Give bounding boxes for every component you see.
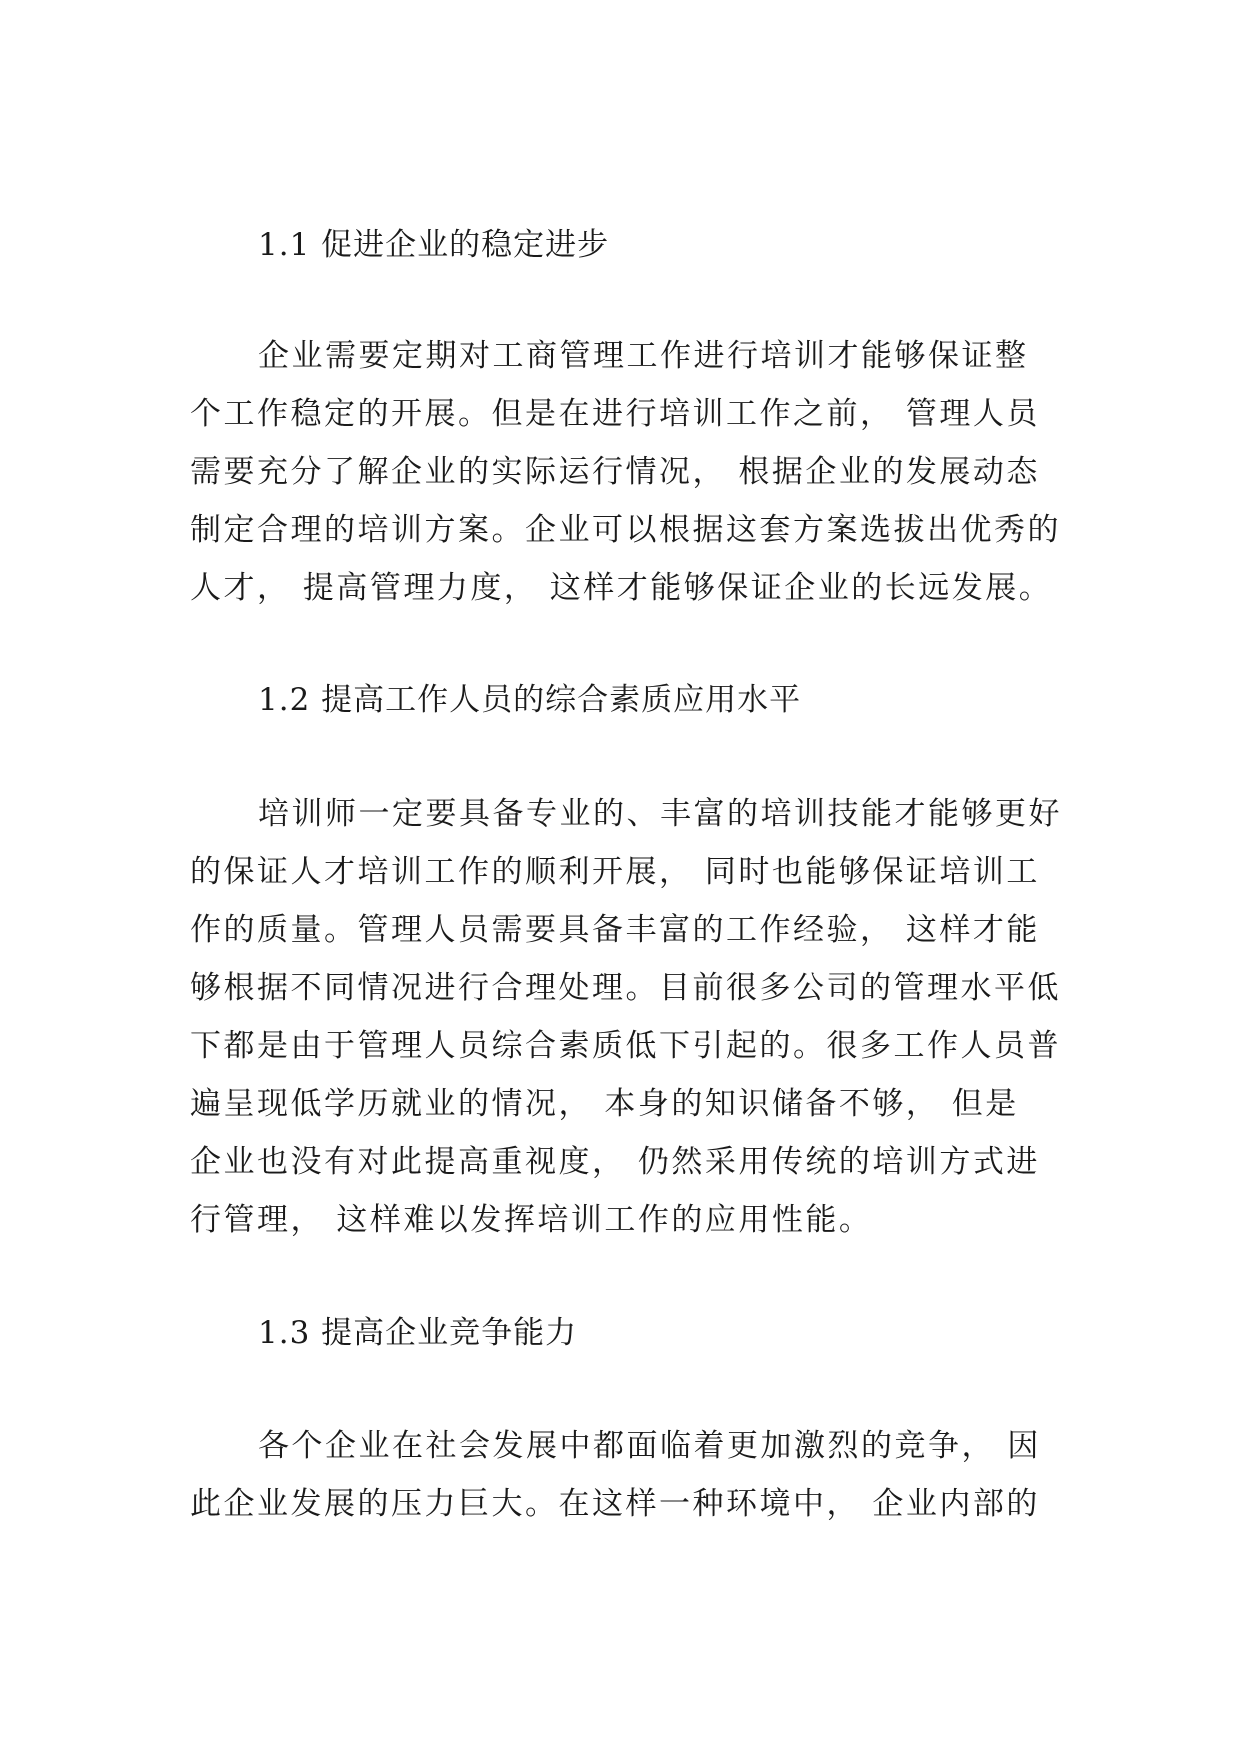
paragraph-line: 行管理， 这样难以发挥培训工作的应用性能。	[190, 1202, 873, 1238]
paragraph-line: 培训师一定要具备专业的、丰富的培训技能才能够更好	[258, 796, 1062, 832]
paragraph-line: 下都是由于管理人员综合素质低下引起的。很多工作人员普	[190, 1028, 1061, 1064]
paragraph-line: 个工作稳定的开展。但是在进行培训工作之前， 管理人员	[190, 396, 1040, 432]
paragraph-line: 作的质量。管理人员需要具备丰富的工作经验， 这样才能	[190, 912, 1040, 948]
paragraph-line: 人才， 提高管理力度， 这样才能够保证企业的长远发展。	[190, 570, 1053, 606]
paragraph-line: 够根据不同情况进行合理处理。目前很多公司的管理水平低	[190, 970, 1061, 1006]
paragraph-line: 企业需要定期对工商管理工作进行培训才能够保证整	[258, 338, 1029, 374]
paragraph-line: 企业也没有对此提高重视度， 仍然采用传统的培训方式进	[190, 1144, 1040, 1180]
section-heading-1-2: 1.2 提高工作人员的综合素质应用水平	[258, 682, 802, 718]
section-heading-1-1: 1.1 促进企业的稳定进步	[258, 227, 610, 263]
paragraph-line: 各个企业在社会发展中都面临着更加激烈的竞争， 因	[258, 1428, 1041, 1464]
paragraph-line: 需要充分了解企业的实际运行情况， 根据企业的发展动态	[190, 454, 1040, 490]
paragraph-line: 遍呈现低学历就业的情况， 本身的知识储备不够， 但是	[190, 1086, 1019, 1122]
section-heading-1-3: 1.3 提高企业竞争能力	[258, 1315, 578, 1351]
paragraph-line: 制定合理的培训方案。企业可以根据这套方案选拔出优秀的	[190, 512, 1061, 548]
paragraph-line: 的保证人才培训工作的顺利开展， 同时也能够保证培训工	[190, 854, 1040, 890]
paragraph-line: 此企业发展的压力巨大。在这样一种环境中， 企业内部的	[190, 1486, 1040, 1522]
